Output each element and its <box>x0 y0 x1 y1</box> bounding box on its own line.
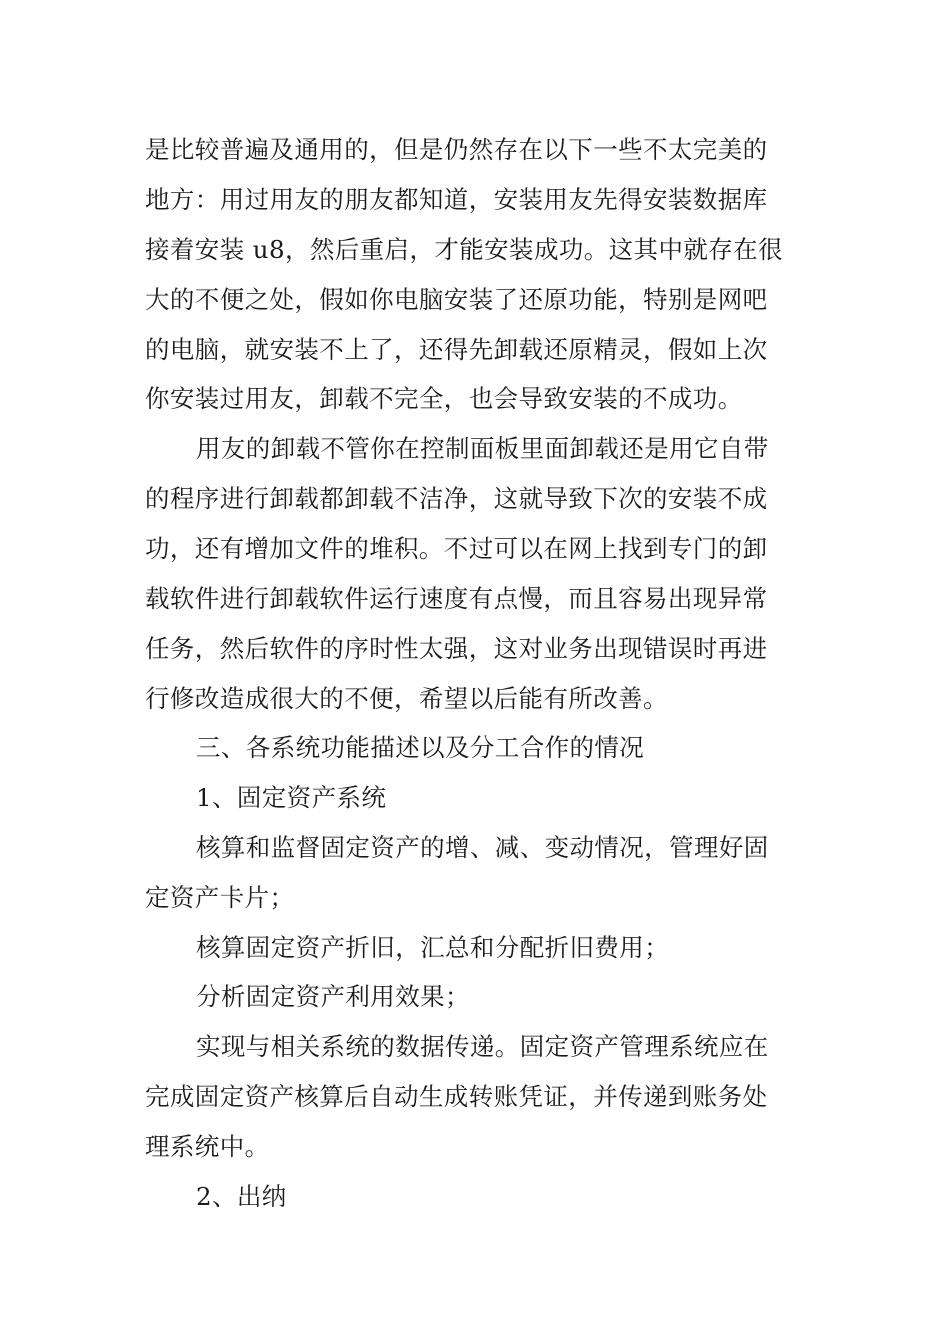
text-line-20: 完成固定资产核算后自动生成转账凭证，并传递到账务处 <box>145 1082 768 1111</box>
section-heading-3: 三、各系统功能描述以及分工合作的情况 <box>196 733 645 762</box>
subsection-heading-2: 2、出纳 <box>196 1182 287 1211</box>
text-line-4: 大的不便之处，假如你电脑安装了还原功能，特别是网吧 <box>145 285 768 314</box>
text-line-12: 行修改造成很大的不便，希望以后能有所改善。 <box>145 684 668 713</box>
text-line-16: 定资产卡片； <box>145 883 295 912</box>
text-line-19: 实现与相关系统的数据传递。固定资产管理系统应在 <box>196 1032 769 1061</box>
subsection-heading-1: 1、固定资产系统 <box>196 783 387 812</box>
text-line-5: 的电脑，就安装不上了，还得先卸载还原精灵，假如上次 <box>145 335 768 364</box>
text-line-3: 接着安装 u8，然后重启，才能安装成功。这其中就存在很 <box>145 235 783 264</box>
text-line-10: 载软件进行卸载软件运行速度有点慢，而且容易出现异常 <box>145 584 768 613</box>
text-line-1: 是比较普遍及通用的，但是仍然存在以下一些不太完美的 <box>145 135 768 164</box>
text-line-2: 地方：用过用友的朋友都知道，安装用友先得安装数据库 <box>145 185 768 214</box>
text-line-8: 的程序进行卸载都卸载不洁净，这就导致下次的安装不成 <box>145 484 768 513</box>
text-line-9: 功，还有增加文件的堆积。不过可以在网上找到专门的卸 <box>145 534 768 563</box>
text-line-17: 核算固定资产折旧，汇总和分配折旧费用； <box>196 933 670 962</box>
text-line-6: 你安装过用友，卸载不完全，也会导致安装的不成功。 <box>145 384 743 413</box>
text-line-21: 理系统中。 <box>145 1132 270 1161</box>
text-line-15: 核算和监督固定资产的增、减、变动情况，管理好固 <box>196 833 769 862</box>
text-line-11: 任务，然后软件的序时性太强，这对业务出现错误时再进 <box>145 634 768 663</box>
text-line-7: 用友的卸载不管你在控制面板里面卸载还是用它自带 <box>196 434 769 463</box>
text-line-18: 分析固定资产利用效果； <box>196 982 470 1011</box>
